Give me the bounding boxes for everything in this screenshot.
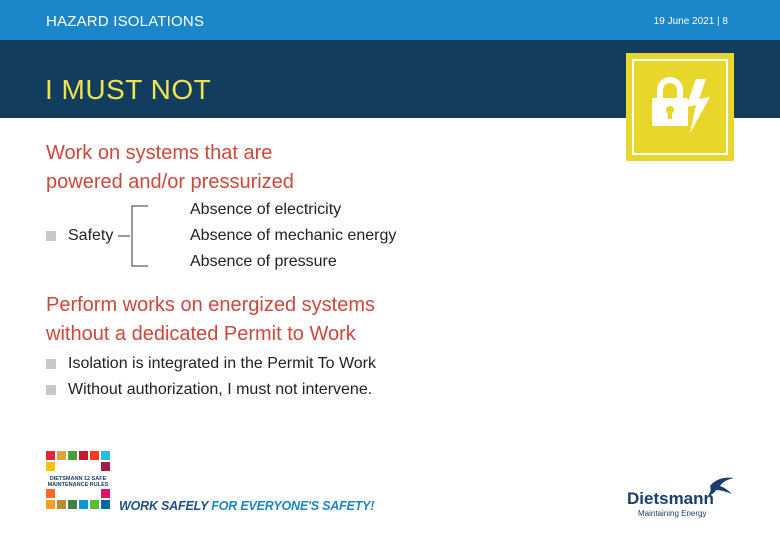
heading-energized-systems xyxy=(46,291,375,349)
safety-item-mechanic: Absence of mechanic energy xyxy=(190,227,397,244)
svg-text:MAINTENANCE RULES: MAINTENANCE RULES xyxy=(47,482,109,488)
brand-name: Dietsmann xyxy=(627,489,714,508)
safe-rules-logo xyxy=(44,449,112,517)
date-page-label: 19 June 2021 | 8 xyxy=(653,16,728,27)
heading-line: Perform works on energized systems xyxy=(46,294,376,316)
safety-label: Safety xyxy=(68,227,114,244)
heading-powered-systems xyxy=(46,139,294,197)
brand-tagline: Maintaining Energy xyxy=(638,509,707,518)
page-title: I MUST NOT xyxy=(45,74,212,105)
bracket-connector xyxy=(118,200,150,272)
square-bullet-icon xyxy=(46,359,56,369)
square-bullet-icon xyxy=(46,385,56,395)
safety-item-electricity: Absence of electricity xyxy=(190,201,342,218)
square-bullet-icon xyxy=(46,231,56,241)
safety-item-pressure: Absence of pressure xyxy=(190,253,337,270)
lock-lightning-icon xyxy=(626,53,734,161)
svg-text:DIETSMANN 12 SAFE: DIETSMANN 12 SAFE xyxy=(49,476,107,482)
slogan-part-2: FOR EVERYONE'S SAFETY! xyxy=(211,499,375,513)
footer-slogan xyxy=(119,499,374,513)
heading-line: Work on systems that are xyxy=(46,142,273,164)
heading-line: powered and/or pressurized xyxy=(46,171,294,193)
heading-line: without a dedicated Permit to Work xyxy=(46,323,356,345)
section-label: HAZARD ISOLATIONS xyxy=(46,13,205,30)
permit-bullet-text: Isolation is integrated in the Permit To Work xyxy=(68,355,376,372)
slogan-part-1: WORK SAFELY xyxy=(119,499,212,513)
authorization-bullet-text: Without authorization, I must not intervene. xyxy=(68,381,373,398)
